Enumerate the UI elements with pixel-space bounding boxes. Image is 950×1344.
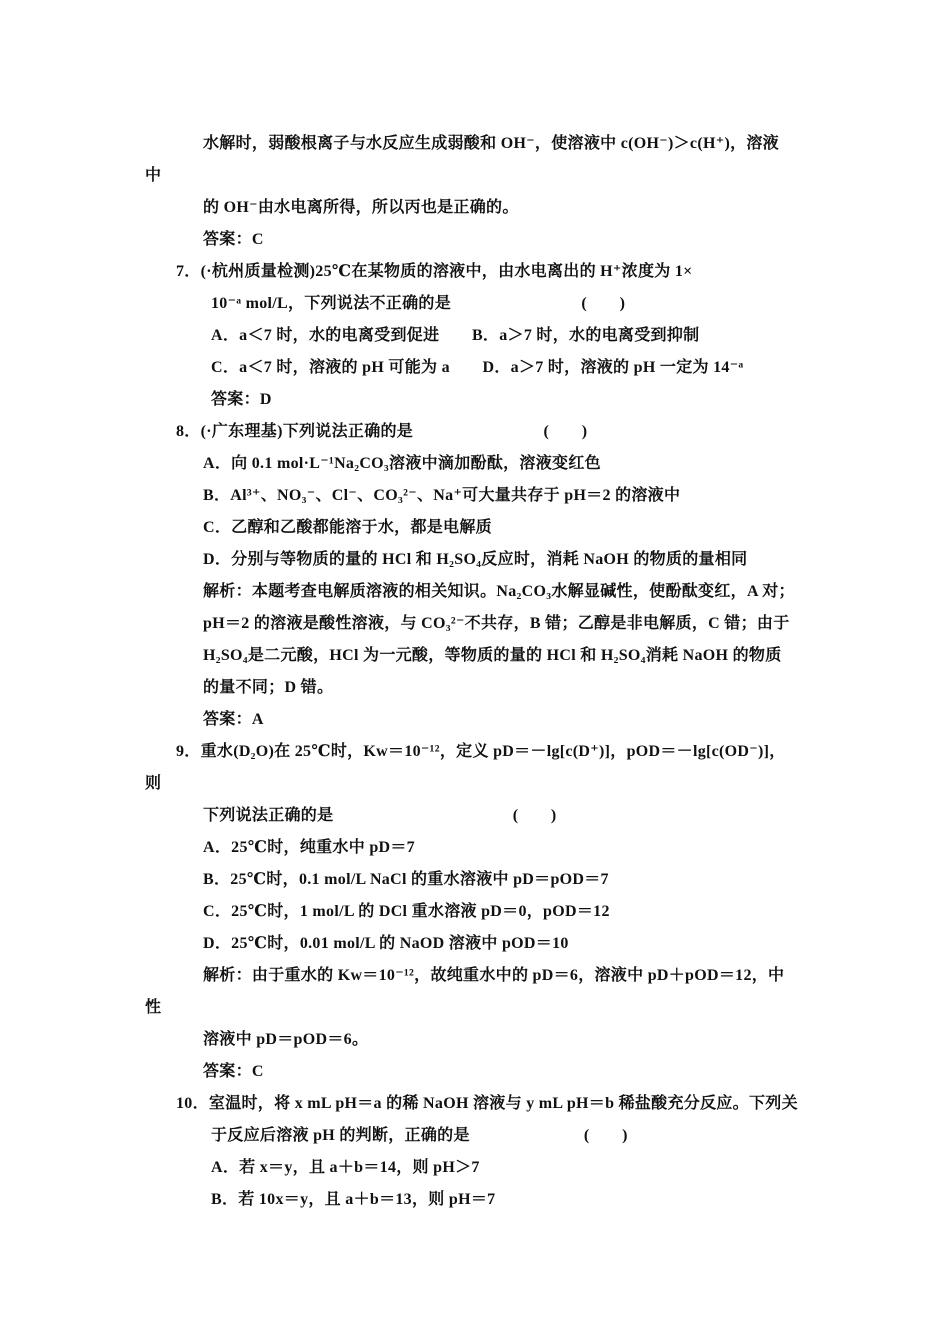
answer-line: 答案：D	[211, 391, 272, 408]
option-line: A．向 0.1 mol·L⁻¹Na₂CO₃溶液中滴加酚酞，溶液变红色	[203, 455, 601, 472]
text-line: 10⁻ᵃ mol/L，下列说法不正确的是 ( )	[211, 295, 626, 312]
text-line: 则	[145, 775, 162, 792]
text-line: 中	[145, 167, 162, 184]
text-line: 性	[145, 999, 162, 1016]
answer-line: 答案：C	[203, 1063, 264, 1080]
analysis-line: 的量不同；D 错。	[203, 679, 334, 696]
analysis-line: pH＝2 的溶液是酸性溶液，与 CO₃²⁻不共存，B 错；乙醇是非电解质，C 错；由于	[203, 615, 790, 632]
question-10-stem: 10．室温时，将 x mL pH＝a 的稀 NaOH 溶液与 y mL pH＝b 稀盐酸充分反应。下列关	[176, 1095, 798, 1112]
analysis-line: 解析：本题考查电解质溶液的相关知识。Na₂CO₃水解显碱性，使酚酞变红，A 对；	[203, 583, 795, 600]
option-line: A．25℃时，纯重水中 pD＝7	[203, 839, 415, 856]
question-7-stem: 7．(·杭州质量检测)25℃在某物质的溶液中，由水电离出的 H⁺浓度为 1×	[176, 263, 693, 280]
analysis-line: 溶液中 pD＝pOD＝6。	[203, 1031, 369, 1048]
option-line: A．若 x＝y，且 a＋b＝14，则 pH＞7	[211, 1159, 480, 1176]
option-line: B．25℃时，0.1 mol/L NaCl 的重水溶液中 pD＝pOD＝7	[203, 871, 609, 888]
text-line: 水解时，弱酸根离子与水反应生成弱酸和 OH⁻，使溶液中 c(OH⁻)＞c(H⁺)，溶液	[203, 135, 779, 152]
option-line: C．25℃时，1 mol/L 的 DCl 重水溶液 pD＝0，pOD＝12	[203, 903, 610, 920]
text-line: 的 OH⁻由水电离所得，所以丙也是正确的。	[203, 199, 519, 216]
option-line: D．25℃时，0.01 mol/L 的 NaOD 溶液中 pOD＝10	[203, 935, 569, 952]
option-line: C．a＜7 时，溶液的 pH 可能为 a D．a＞7 时，溶液的 pH 一定为 14⁻ᵃ	[211, 359, 744, 376]
answer-line: 答案：A	[203, 711, 264, 728]
answer-line: 答案：C	[203, 231, 264, 248]
option-line: B．Al³⁺、NO₃⁻、Cl⁻、CO₃²⁻、Na⁺可大量共存于 pH＝2 的溶液中	[203, 487, 681, 504]
option-line: B．若 10x＝y，且 a＋b＝13，则 pH＝7	[211, 1191, 496, 1208]
analysis-line: 解析：由于重水的 Kw＝10⁻¹²，故纯重水中的 pD＝6，溶液中 pD＋pOD＝12，中	[203, 967, 785, 984]
option-line: D．分别与等物质的量的 HCl 和 H₂SO₄反应时，消耗 NaOH 的物质的量相同	[203, 551, 748, 568]
question-8-stem: 8．(·广东理基)下列说法正确的是 ( )	[176, 423, 588, 440]
question-9-stem: 9．重水(D₂O)在 25℃时，Kw＝10⁻¹²，定义 pD＝－lg[c(D⁺)]，pOD＝－lg[c(OD⁻)]，	[176, 743, 786, 760]
analysis-line: H₂SO₄是二元酸，HCl 为一元酸，等物质的量的 HCl 和 H₂SO₄消耗 NaOH 的物质	[203, 647, 782, 664]
text-line: 于反应后溶液 pH 的判断，正确的是 ( )	[211, 1127, 628, 1144]
text-line: 下列说法正确的是 ( )	[203, 807, 557, 824]
option-line: A．a＜7 时，水的电离受到促进 B．a＞7 时，水的电离受到抑制	[211, 327, 700, 344]
option-line: C．乙醇和乙酸都能溶于水，都是电解质	[203, 519, 492, 536]
